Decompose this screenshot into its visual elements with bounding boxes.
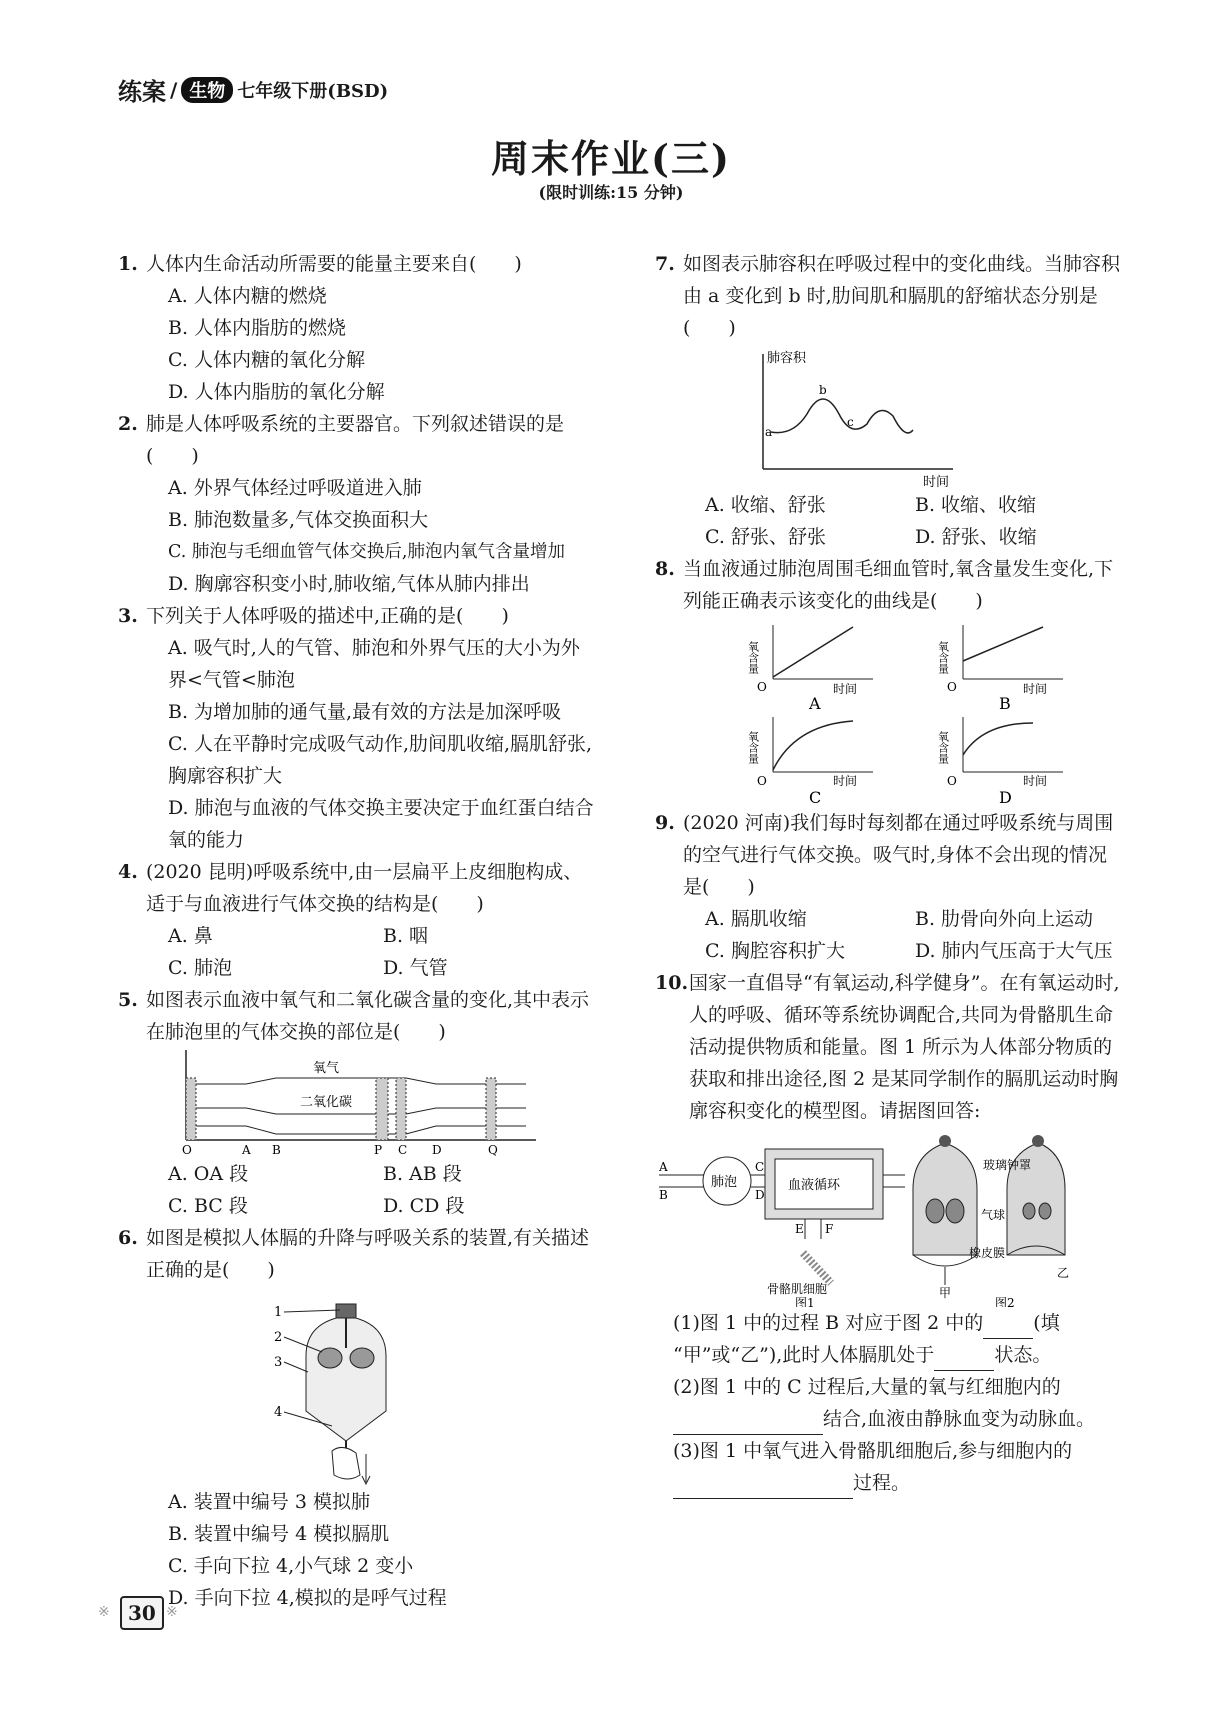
option-b[interactable]: B. AB 段 bbox=[383, 1163, 462, 1185]
option-c[interactable]: C. BC 段 bbox=[168, 1195, 248, 1217]
right-column bbox=[655, 248, 1125, 1499]
figure-1-and-2 bbox=[655, 1127, 1095, 1307]
question-stem: 如图表示肺容积在呼吸过程中的变化曲线。当肺容积由 a 变化到 b 时,肋间肌和膈肌的舒缩状态分别是( ) bbox=[683, 253, 1121, 339]
gas-exchange-figure bbox=[146, 1048, 566, 1158]
option-a[interactable]: A. OA 段 bbox=[168, 1163, 249, 1185]
label-q: Q bbox=[488, 1143, 498, 1157]
point-b: b bbox=[819, 383, 827, 397]
y-label: 肺容积 bbox=[767, 351, 807, 366]
svg-text:骨骼肌细胞: 骨骼肌细胞 bbox=[767, 1282, 828, 1296]
option-a[interactable]: A. 收缩、舒张 bbox=[705, 494, 826, 516]
option-b[interactable]: B. 肺泡数量多,气体交换面积大 bbox=[168, 509, 429, 531]
answer-blank-2[interactable] bbox=[934, 1348, 994, 1371]
option-a[interactable]: A. 外界气体经过呼吸道进入肺 bbox=[168, 477, 422, 499]
option-a[interactable]: A. 膈肌收缩 bbox=[705, 908, 807, 930]
question-stem: 人体内生命活动所需要的能量主要来自( ) bbox=[146, 253, 522, 275]
band-mid bbox=[186, 1108, 526, 1114]
label-3: 3 bbox=[274, 1355, 283, 1370]
co2-label: 二氧化碳 bbox=[299, 1095, 353, 1110]
page-number: 30 bbox=[120, 1596, 164, 1630]
page-title: 周末作业(三) bbox=[491, 136, 731, 181]
option-d[interactable]: D. CD 段 bbox=[383, 1195, 465, 1217]
label-o: O bbox=[182, 1143, 192, 1157]
left-column bbox=[118, 248, 598, 1614]
zone-c bbox=[396, 1078, 406, 1140]
point-a: a bbox=[765, 425, 773, 439]
answer-blank-1[interactable] bbox=[983, 1316, 1033, 1339]
answer-blank-4[interactable] bbox=[673, 1476, 853, 1499]
option-d[interactable]: D. 胸廓容积变小时,肺收缩,气体从肺内排出 bbox=[168, 573, 530, 595]
option-d[interactable]: D. 气管 bbox=[383, 957, 448, 979]
question-7: 7. 如图表示肺容积在呼吸过程中的变化曲线。当肺容积由 a 变化到 b 时,肋间肌和膈肌的舒缩状态分别是( ) 肺容积 时间 a b c A. 收缩、舒张 B. 收缩、收缩 C. 舒张、舒张 D. 舒张、收缩 bbox=[655, 248, 1125, 553]
svg-text:B: B bbox=[659, 1188, 668, 1202]
graph-c bbox=[747, 717, 874, 807]
svg-text:D: D bbox=[999, 788, 1012, 807]
grade-label: 七年级下册(BSD) bbox=[237, 80, 389, 102]
svg-text:C: C bbox=[809, 788, 822, 807]
option-a[interactable]: A. 装置中编号 3 模拟肺 bbox=[168, 1491, 370, 1513]
svg-text:O: O bbox=[757, 680, 767, 694]
point-c: c bbox=[847, 415, 854, 429]
option-c[interactable]: C. 人在平静时完成吸气动作,肋间肌收缩,膈肌舒张,胸廓容积扩大 bbox=[168, 733, 593, 787]
option-d[interactable]: D. 手向下拉 4,模拟的是呼气过程 bbox=[168, 1587, 447, 1609]
header-separator: / bbox=[170, 77, 178, 102]
option-c[interactable]: C. 舒张、舒张 bbox=[705, 526, 826, 548]
svg-text:图1: 图1 bbox=[795, 1296, 815, 1307]
label-p: P bbox=[374, 1143, 383, 1157]
svg-text:橡皮膜: 橡皮膜 bbox=[969, 1246, 1006, 1260]
o2-upper bbox=[186, 1078, 526, 1084]
option-b[interactable]: B. 肋骨向外向上运动 bbox=[915, 908, 1094, 930]
part-labels bbox=[274, 1305, 282, 1420]
svg-text:图2: 图2 bbox=[995, 1296, 1015, 1307]
svg-text:O: O bbox=[947, 680, 957, 694]
svg-text:时间: 时间 bbox=[833, 774, 858, 788]
label-4: 4 bbox=[274, 1405, 283, 1420]
svg-text:氧含量: 氧含量 bbox=[746, 731, 760, 764]
option-b[interactable]: B. 人体内脂肪的燃烧 bbox=[168, 317, 347, 339]
question-6: 6. 如图是模拟人体膈的升降与呼吸关系的装置,有关描述正确的是( ) 1 2 3 4 A. 装置中编号 3 模拟肺 B. 装置中编号 4 模拟膈肌 C. 手向下拉 4,小气球 2 变小 D. 手向下拉 4,模拟的是呼气过程 bbox=[118, 1222, 598, 1614]
question-9: 9. (2020 河南)我们每时每刻都在通过呼吸系统与周围的空气进行气体交换。吸气时,身体不会出现的情况是( ) A. 膈肌收缩 B. 肋骨向外向上运动 C. 胸腔容积扩大 D. 肺内气压高于大气压 bbox=[655, 807, 1125, 967]
question-8: 8. 当血液通过肺泡周围毛细血管时,氧含量发生变化,下列能正确表示该变化的曲线是( ) 氧含量 O 时间 A 氧含量 O 时间 B 氧含量 O 时间 C 氧含量 O 时间 D bbox=[655, 553, 1125, 807]
label-1: 1 bbox=[274, 1305, 283, 1320]
page-ornament-right: ※ bbox=[166, 1604, 179, 1620]
position-labels bbox=[182, 1143, 498, 1157]
svg-text:A: A bbox=[659, 1160, 668, 1174]
question-stem: 国家一直倡导“有氧运动,科学健身”。在有氧运动时,人的呼吸、循环等系统协调配合,共同为骨骼肌生命活动提供物质和能量。图 1 所示为人体部分物质的获取和排出途径,图 2 是某同学制作的膈肌运动时胸廓容积变化的模型图。请据图回答: bbox=[689, 972, 1120, 1122]
left-balloon bbox=[318, 1348, 342, 1368]
question-stem: 如图是模拟人体膈的升降与呼吸关系的装置,有关描述正确的是( ) bbox=[146, 1227, 590, 1281]
stopper bbox=[336, 1304, 356, 1318]
jar-jia bbox=[913, 1145, 977, 1255]
diaphragm-model-figure bbox=[146, 1286, 566, 1486]
running-header bbox=[118, 72, 388, 107]
option-a[interactable]: A. 人体内糖的燃烧 bbox=[168, 285, 327, 307]
book-name: 练案 bbox=[118, 77, 166, 106]
option-d[interactable]: D. 人体内脂肪的氧化分解 bbox=[168, 381, 385, 403]
option-c[interactable]: C. 肺泡 bbox=[168, 957, 232, 979]
option-b[interactable]: B. 咽 bbox=[383, 925, 429, 947]
o2-label: 氧气 bbox=[312, 1061, 340, 1076]
zone-o bbox=[186, 1078, 196, 1140]
figure-1 bbox=[658, 1149, 905, 1307]
svg-text:乙: 乙 bbox=[1057, 1266, 1070, 1280]
lung-volume-figure bbox=[683, 344, 1123, 489]
label-c: C bbox=[398, 1143, 408, 1157]
label-d: D bbox=[432, 1143, 442, 1157]
option-c[interactable]: C. 肺泡与毛细血管气体交换后,肺泡内氧气含量增加 bbox=[168, 542, 565, 562]
svg-text:时间: 时间 bbox=[1023, 682, 1048, 696]
svg-text:氧含量: 氧含量 bbox=[936, 731, 950, 764]
question-10: 10. 国家一直倡导“有氧运动,科学健身”。在有氧运动时,人的呼吸、循环等系统协调配合,共同为骨骼肌生命活动提供物质和能量。图 1 所示为人体部分物质的获取和排出途径,图 2 是某同学制作的膈肌运动时胸廓容积变化的模型图。请据图回答: 肺泡 血液循环 A B C D E F 骨骼肌细胞 图1 玻璃钟罩 气球 橡皮膜 甲 乙 图2 (1)图 1 中的过程 B 对应于图 2 中的 (填 “甲”或“乙”),此时人体膈肌处于 状态。 (2)图 1 中的 C 过程后,大量的氧与红细胞内的 结合,血液由静脉血变为动脉血。 (3)图 1 中氧气进入骨骼肌细胞后,参与细胞内的 过程。 bbox=[655, 967, 1125, 1499]
question-1: 1. 人体内生命活动所需要的能量主要来自( ) A. 人体内糖的燃烧 B. 人体内脂肪的燃烧 C. 人体内糖的氧化分解 D. 人体内脂肪的氧化分解 bbox=[118, 248, 598, 408]
time-limit: (限时训练:15 分钟) bbox=[538, 183, 684, 202]
svg-text:时间: 时间 bbox=[833, 682, 858, 696]
label-a: A bbox=[242, 1143, 251, 1157]
svg-text:O: O bbox=[947, 774, 957, 788]
svg-text:玻璃钟罩: 玻璃钟罩 bbox=[983, 1158, 1032, 1172]
svg-text:C: C bbox=[755, 1160, 765, 1174]
option-a[interactable]: A. 吸气时,人的气管、肺泡和外界气压的大小为外界<气管<肺泡 bbox=[168, 637, 580, 691]
svg-text:氧含量: 氧含量 bbox=[936, 641, 950, 674]
sub-question-2: (2)图 1 中的 C 过程后,大量的氧与红细胞内的 结合,血液由静脉血变为动脉血。 bbox=[655, 1371, 1125, 1435]
option-d[interactable]: D. 肺内气压高于大气压 bbox=[915, 940, 1113, 962]
svg-text:O: O bbox=[757, 774, 767, 788]
sub-question-1: (1)图 1 中的过程 B 对应于图 2 中的 (填 “甲”或“乙”),此时人体膈肌处于 状态。 bbox=[655, 1307, 1125, 1371]
answer-blank-3[interactable] bbox=[673, 1412, 823, 1435]
svg-text:B: B bbox=[999, 694, 1011, 713]
svg-text:D: D bbox=[755, 1188, 765, 1202]
option-c[interactable]: C. 胸腔容积扩大 bbox=[705, 940, 845, 962]
question-4: 4. (2020 昆明)呼吸系统中,由一层扁平上皮细胞构成、适于与血液进行气体交换的结构是( ) A. 鼻 B. 咽 C. 肺泡 D. 气管 bbox=[118, 856, 598, 984]
x-label: 时间 bbox=[923, 475, 950, 489]
graph-b bbox=[937, 625, 1064, 713]
zone-p bbox=[376, 1078, 388, 1140]
question-2: 2. 肺是人体呼吸系统的主要器官。下列叙述错误的是( ) A. 外界气体经过呼吸道进入肺 B. 肺泡数量多,气体交换面积大 C. 肺泡与毛细血管气体交换后,肺泡内氧气含量增加 D. 胸廓容积变小时,肺收缩,气体从肺内排出 bbox=[118, 408, 598, 600]
sub-question-3: (3)图 1 中氧气进入骨骼肌细胞后,参与细胞内的 过程。 bbox=[655, 1435, 1125, 1499]
question-stem: (2020 河南)我们每时每刻都在通过呼吸系统与周围的空气进行气体交换。吸气时,身体不会出现的情况是( ) bbox=[683, 812, 1114, 898]
muscle-cells bbox=[803, 1253, 831, 1283]
svg-text:E: E bbox=[795, 1222, 804, 1236]
option-d[interactable]: D. 肺泡与血液的气体交换主要决定于血红蛋白结合氧的能力 bbox=[168, 797, 594, 851]
volume-curve bbox=[771, 399, 913, 433]
option-d[interactable]: D. 舒张、收缩 bbox=[915, 526, 1037, 548]
svg-text:甲: 甲 bbox=[939, 1286, 952, 1300]
label-2: 2 bbox=[274, 1330, 283, 1345]
hand bbox=[332, 1447, 360, 1479]
svg-text:气球: 气球 bbox=[981, 1208, 1006, 1222]
option-b[interactable]: B. 装置中编号 4 模拟膈肌 bbox=[168, 1523, 390, 1545]
figure-2 bbox=[913, 1135, 1069, 1307]
graph-d bbox=[937, 717, 1064, 807]
option-a[interactable]: A. 鼻 bbox=[168, 925, 213, 947]
svg-text:F: F bbox=[825, 1222, 834, 1236]
oxygen-curves-figure bbox=[683, 617, 1123, 807]
co2-lower bbox=[186, 1126, 526, 1134]
question-5: 5. 如图表示血液中氧气和二氧化碳含量的变化,其中表示在肺泡里的气体交换的部位是( ) 氧气 二氧化碳 O A B P C D Q A. OA 段 B. AB 段 C. BC 段 D. CD 段 bbox=[118, 984, 598, 1222]
subject-badge: 生物 bbox=[181, 77, 233, 103]
svg-text:肺泡: 肺泡 bbox=[711, 1175, 738, 1190]
question-stem: (2020 昆明)呼吸系统中,由一层扁平上皮细胞构成、适于与血液进行气体交换的结构是( ) bbox=[146, 861, 583, 915]
label-b: B bbox=[272, 1143, 281, 1157]
question-3: 3. 下列关于人体呼吸的描述中,正确的是( ) A. 吸气时,人的气管、肺泡和外界气压的大小为外界<气管<肺泡 B. 为增加肺的通气量,最有效的方法是加深呼吸 C. 人在平静时完成吸气动作,肋间肌收缩,膈肌舒张,胸廓容积扩大 D. 肺泡与血液的气体交换主要决定于血红蛋白结合氧的能力 bbox=[118, 600, 598, 856]
svg-text:A: A bbox=[809, 694, 821, 713]
svg-text:氧含量: 氧含量 bbox=[746, 641, 760, 674]
question-stem: 当血液通过肺泡周围毛细血管时,氧含量发生变化,下列能正确表示该变化的曲线是( ) bbox=[683, 558, 1114, 612]
option-b[interactable]: B. 为增加肺的通气量,最有效的方法是加深呼吸 bbox=[168, 701, 562, 723]
option-b[interactable]: B. 收缩、收缩 bbox=[915, 494, 1037, 516]
svg-text:血液循环: 血液循环 bbox=[788, 1178, 841, 1193]
option-c[interactable]: C. 手向下拉 4,小气球 2 变小 bbox=[168, 1555, 414, 1577]
page-ornament-left: ※ bbox=[98, 1604, 111, 1620]
question-stem: 如图表示血液中氧气和二氧化碳含量的变化,其中表示在肺泡里的气体交换的部位是( ) bbox=[146, 989, 590, 1043]
question-stem: 下列关于人体呼吸的描述中,正确的是( ) bbox=[146, 605, 509, 627]
question-stem: 肺是人体呼吸系统的主要器官。下列叙述错误的是( ) bbox=[146, 413, 565, 467]
right-balloon bbox=[350, 1348, 374, 1368]
zone-q bbox=[486, 1078, 496, 1140]
svg-text:时间: 时间 bbox=[1023, 774, 1048, 788]
graph-a bbox=[747, 625, 874, 713]
option-c[interactable]: C. 人体内糖的氧化分解 bbox=[168, 349, 365, 371]
